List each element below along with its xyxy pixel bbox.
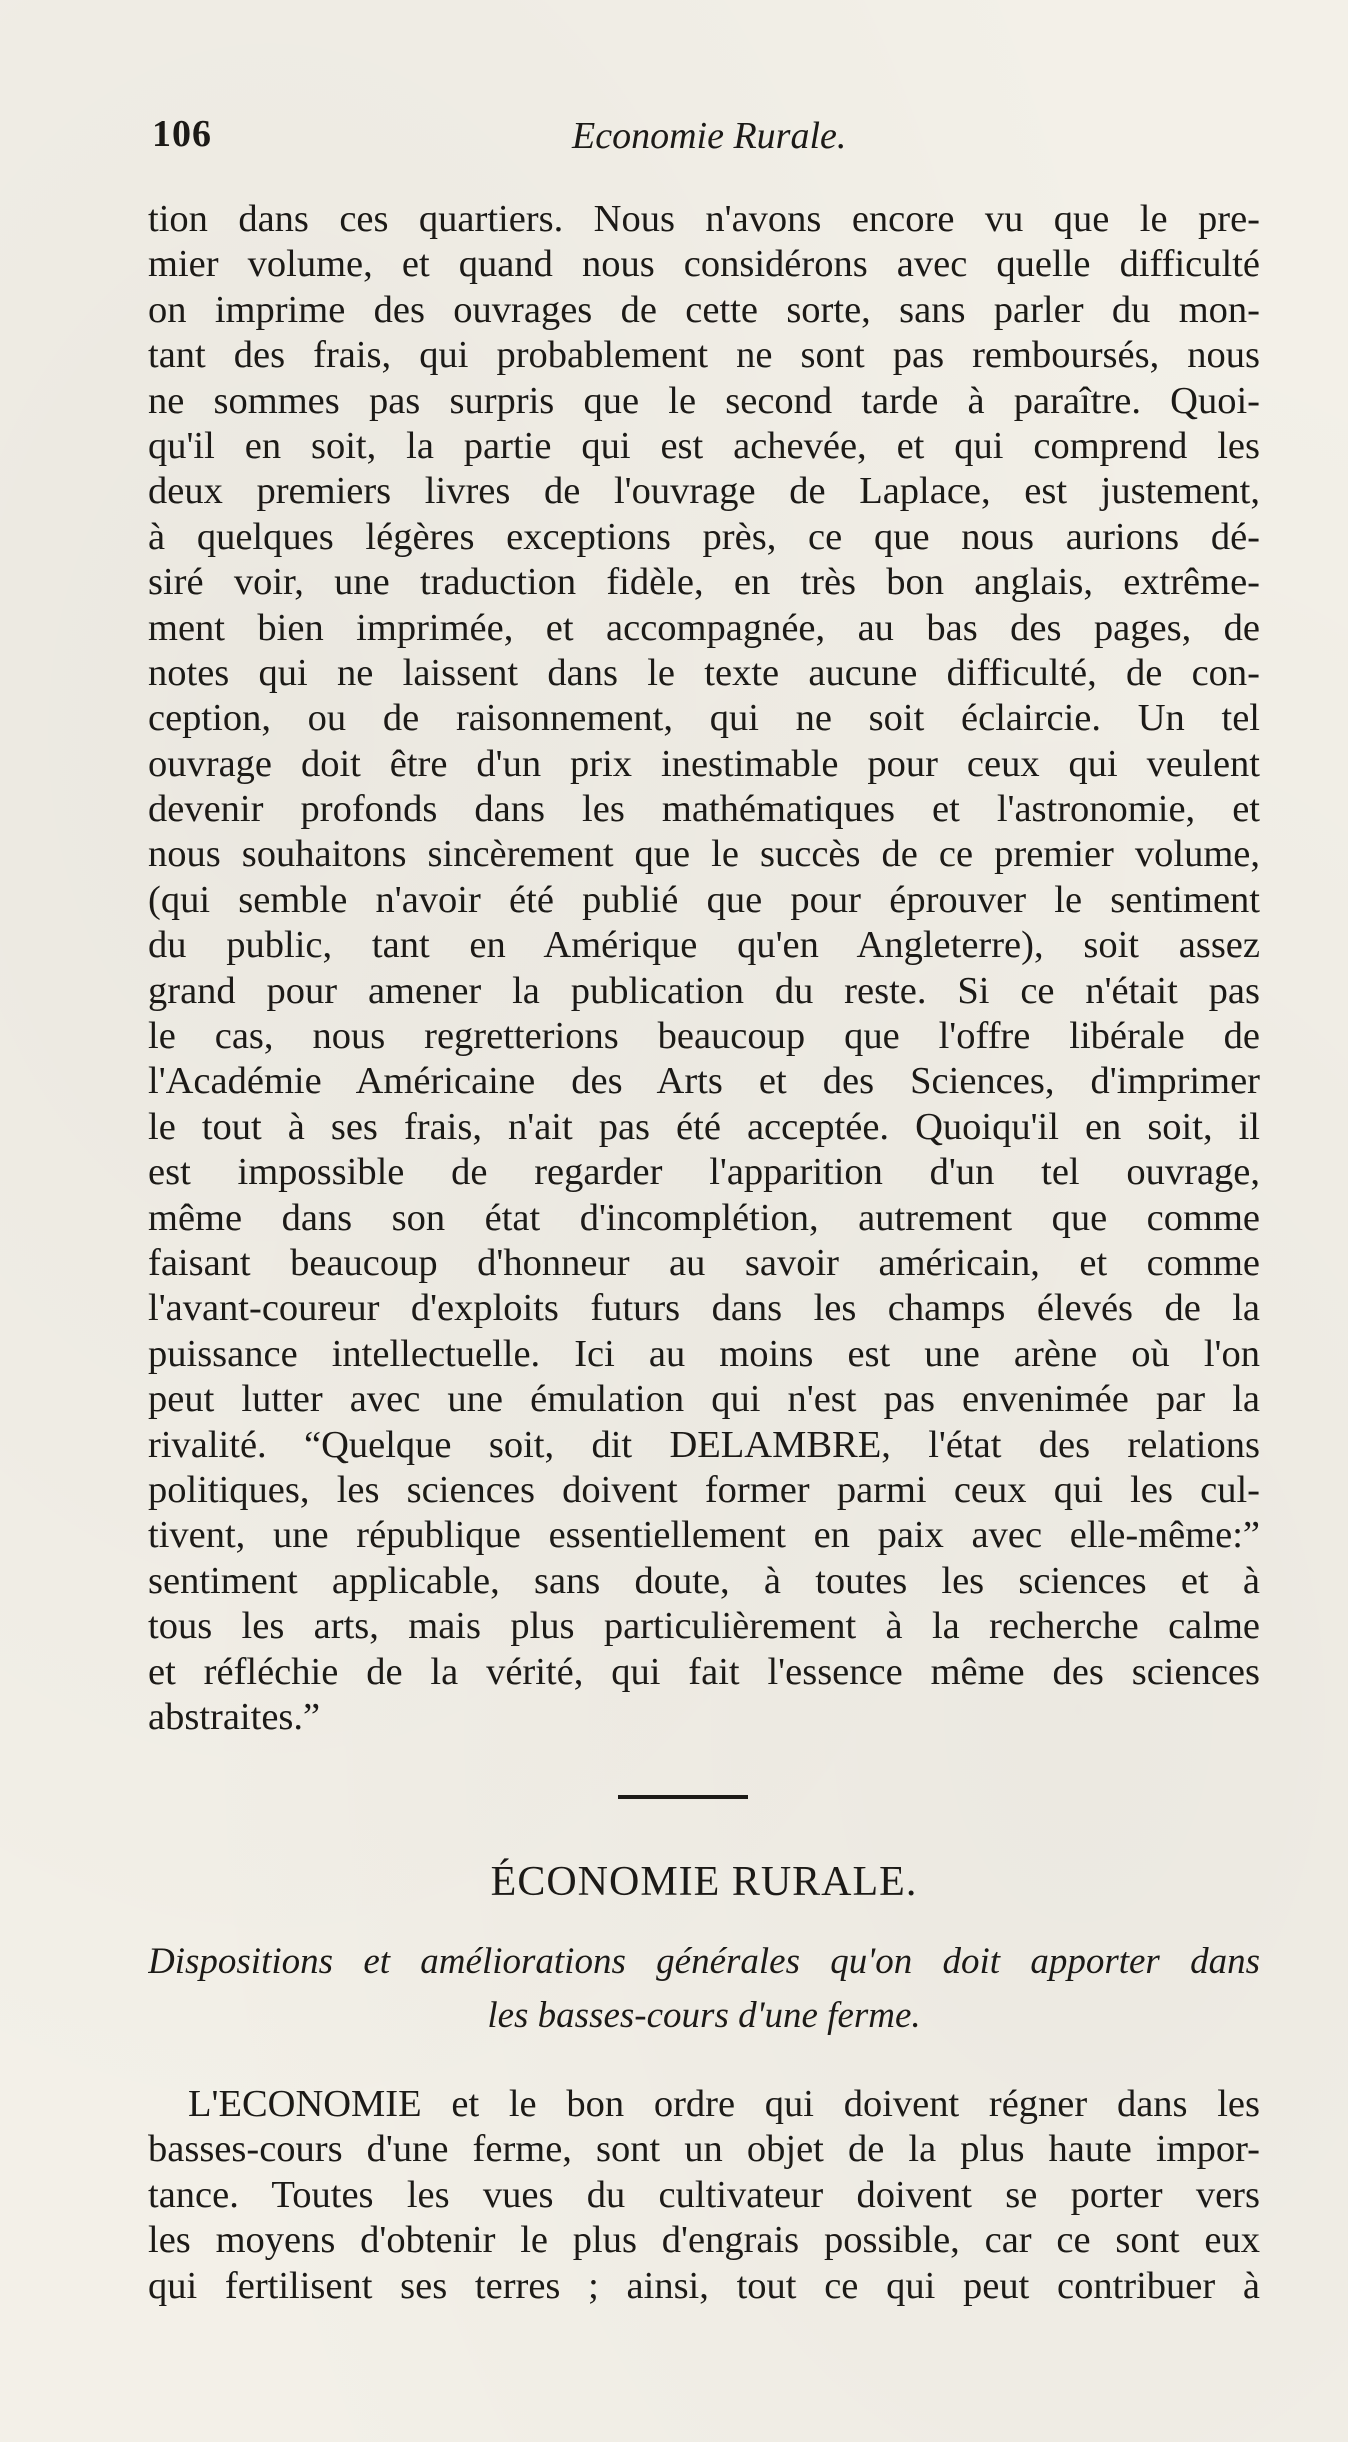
text-line: l'avant-coureur d'exploits futurs dans les champs élevés de la bbox=[148, 1287, 1260, 1330]
running-head: Economie Rurale. bbox=[572, 115, 847, 157]
subtitle-line: Dispositions et améliorations générales qu'on doit apporter dans bbox=[148, 1941, 1260, 1982]
text-line: siré voir, une traduction fidèle, en très bon anglais, extrême- bbox=[148, 561, 1260, 604]
text-line: ception, ou de raisonnement, qui ne soit éclaircie. Un tel bbox=[148, 697, 1260, 740]
text-line: abstraites.” bbox=[148, 1695, 321, 1738]
section-title: ÉCONOMIE RURALE. bbox=[490, 1859, 918, 1905]
text-line: notes qui ne laissent dans le texte aucune difficulté, de con- bbox=[148, 651, 1260, 694]
text-line: grand pour amener la publication du reste. Si ce n'était pas bbox=[148, 969, 1260, 1012]
text-line: mier volume, et quand nous considérons avec quelle difficulté bbox=[148, 243, 1260, 286]
text-line: deux premiers livres de l'ouvrage de Laplace, est justement, bbox=[148, 470, 1260, 513]
text-line: basses-cours d'une ferme, sont un objet de la plus haute impor- bbox=[148, 2128, 1260, 2171]
text-line: ment bien imprimée, et accompagnée, au bas des pages, de bbox=[148, 606, 1260, 649]
text-line: les moyens d'obtenir le plus d'engrais possible, car ce sont eux bbox=[148, 2219, 1260, 2262]
text-line: qu'il en soit, la partie qui est achevée, et qui comprend les bbox=[148, 424, 1260, 467]
text-line: même dans son état d'incomplétion, autrement que comme bbox=[148, 1196, 1260, 1239]
text-line: l'Académie Américaine des Arts et des Sciences, d'imprimer bbox=[148, 1060, 1260, 1103]
subtitle-line: les basses-cours d'une ferme. bbox=[487, 1995, 921, 2036]
text-line: tous les arts, mais plus particulièrement à la recherche calme bbox=[148, 1605, 1260, 1648]
page-number: 106 bbox=[152, 113, 212, 155]
text-line: et réfléchie de la vérité, qui fait l'essence même des sciences bbox=[148, 1650, 1260, 1693]
text-line: qui fertilisent ses terres ; ainsi, tout ce qui peut contribuer à bbox=[148, 2264, 1260, 2307]
text-line: nous souhaitons sincèrement que le succès de ce premier volume, bbox=[148, 833, 1260, 876]
text-line: politiques, les sciences doivent former parmi ceux qui les cul- bbox=[148, 1468, 1260, 1511]
text-line: tivent, une république essentiellement en paix avec elle-même:” bbox=[148, 1514, 1260, 1557]
text-line: le cas, nous regretterions beaucoup que l'offre libérale de bbox=[148, 1015, 1260, 1058]
text-line: sentiment applicable, sans doute, à toutes les sciences et à bbox=[148, 1559, 1260, 1602]
text-line: ne sommes pas surpris que le second tarde à paraître. Quoi- bbox=[148, 379, 1260, 422]
section-divider bbox=[618, 1795, 748, 1799]
text-line: rivalité. “Quelque soit, dit DELAMBRE, l'état des relations bbox=[148, 1423, 1260, 1466]
text-line: le tout à ses frais, n'ait pas été acceptée. Quoiqu'il en soit, il bbox=[148, 1105, 1260, 1148]
text-line: (qui semble n'avoir été publié que pour éprouver le sentiment bbox=[148, 878, 1260, 921]
text-line: tant des frais, qui probablement ne sont pas remboursés, nous bbox=[148, 334, 1260, 377]
text-line: on imprime des ouvrages de cette sorte, sans parler du mon- bbox=[148, 288, 1260, 331]
paragraph-2 bbox=[148, 2082, 1260, 2309]
text-line: faisant beaucoup d'honneur au savoir américain, et comme bbox=[148, 1241, 1260, 1284]
text-line: L'ECONOMIE et le bon ordre qui doivent régner dans les bbox=[188, 2083, 1260, 2125]
text-line: peut lutter avec une émulation qui n'est pas envenimée par la bbox=[148, 1378, 1260, 1421]
page-header bbox=[152, 112, 1262, 162]
paragraph-1 bbox=[148, 197, 1260, 1740]
text-line: à quelques légères exceptions près, ce que nous aurions dé- bbox=[148, 515, 1260, 558]
text-line: du public, tant en Amérique qu'en Angleterre), soit assez bbox=[148, 924, 1260, 967]
section-subtitle bbox=[148, 1935, 1260, 2043]
text-line: puissance intellectuelle. Ici au moins est une arène où l'on bbox=[148, 1332, 1260, 1375]
text-line: devenir profonds dans les mathématiques et l'astronomie, et bbox=[148, 788, 1260, 831]
text-line: tance. Toutes les vues du cultivateur doivent se porter vers bbox=[148, 2173, 1260, 2216]
text-line: ouvrage doit être d'un prix inestimable pour ceux qui veulent bbox=[148, 742, 1260, 785]
text-line: est impossible de regarder l'apparition d'un tel ouvrage, bbox=[148, 1151, 1260, 1194]
text-line: tion dans ces quartiers. Nous n'avons encore vu que le pre- bbox=[148, 198, 1260, 240]
